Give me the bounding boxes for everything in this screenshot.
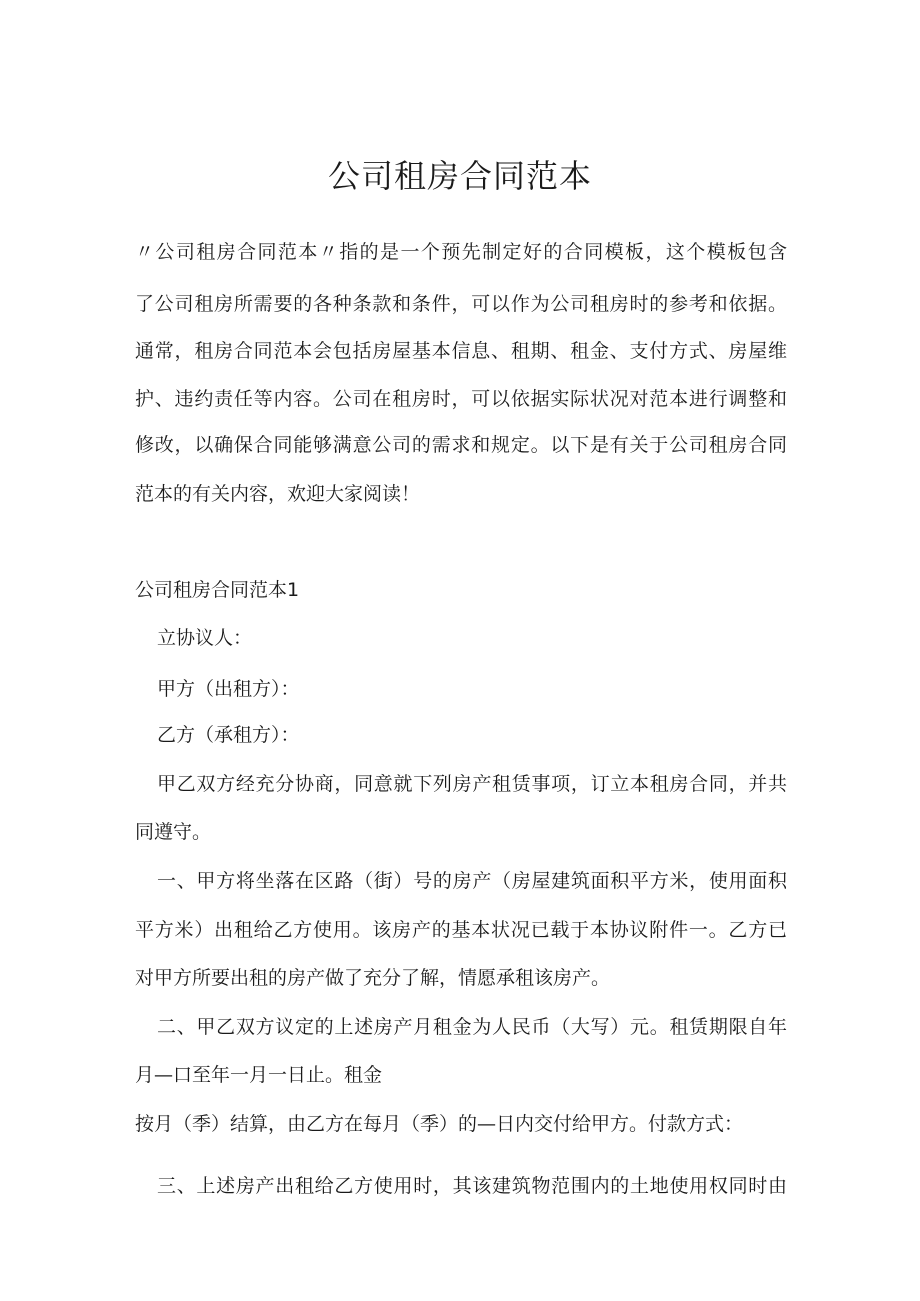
clause-2-line: 月—口至年一月一日止。租金: [135, 1064, 383, 1086]
clause-1-line: 平方米）出租给乙方使用。该房产的基本状况已载于本协议附件一。乙方已: [135, 919, 787, 941]
section-heading: 公司租房合同范本1: [135, 579, 300, 601]
intro-line: 范本的有关内容，欢迎大家阅读！: [135, 483, 421, 505]
document-title: 公司租房合同范本: [327, 157, 592, 195]
agreement-line: 甲乙双方经充分协商，同意就下列房产租赁事项，订立本租房合同，并共: [157, 773, 787, 795]
clause-1-line: 对甲方所要出租的房产做了充分了解，情愿承租该房产。: [135, 967, 611, 989]
party-b-line: 乙方（承租方）：: [157, 724, 300, 746]
party-a-line: 甲方（出租方）：: [157, 678, 300, 700]
clause-2-line: 二、甲乙双方议定的上述房产月租金为人民币（大写）元。租赁期限自年: [157, 1016, 787, 1038]
parties-label: 立协议人：: [157, 627, 253, 649]
clause-1-line: 一、甲方将坐落在区路（街）号的房产（房屋建筑面积平方米，使用面积: [157, 870, 787, 892]
intro-line: 通常，租房合同范本会包括房屋基本信息、租期、租金、支付方式、房屋维: [135, 340, 787, 362]
intro-line: 了公司租房所需要的各种条款和条件，可以作为公司租房时的参考和依据。: [135, 293, 787, 315]
intro-line: 修改，以确保合同能够满意公司的需求和规定。以下是有关于公司租房合同: [135, 434, 787, 456]
agreement-line: 同遵守。: [135, 821, 212, 843]
clause-2-line: 按月（季）结算，由乙方在每月（季）的—日内交付给甲方。付款方式：: [135, 1113, 744, 1135]
intro-line: 〃公司租房合同范本〃指的是一个预先制定好的合同模板，这个模板包含: [135, 241, 787, 263]
clause-3-line: 三、上述房产出租给乙方使用时，其该建筑物范围内的土地使用权同时由: [157, 1175, 787, 1197]
intro-line: 护、违约责任等内容。公司在租房时，可以依据实际状况对范本进行调整和: [135, 388, 787, 410]
